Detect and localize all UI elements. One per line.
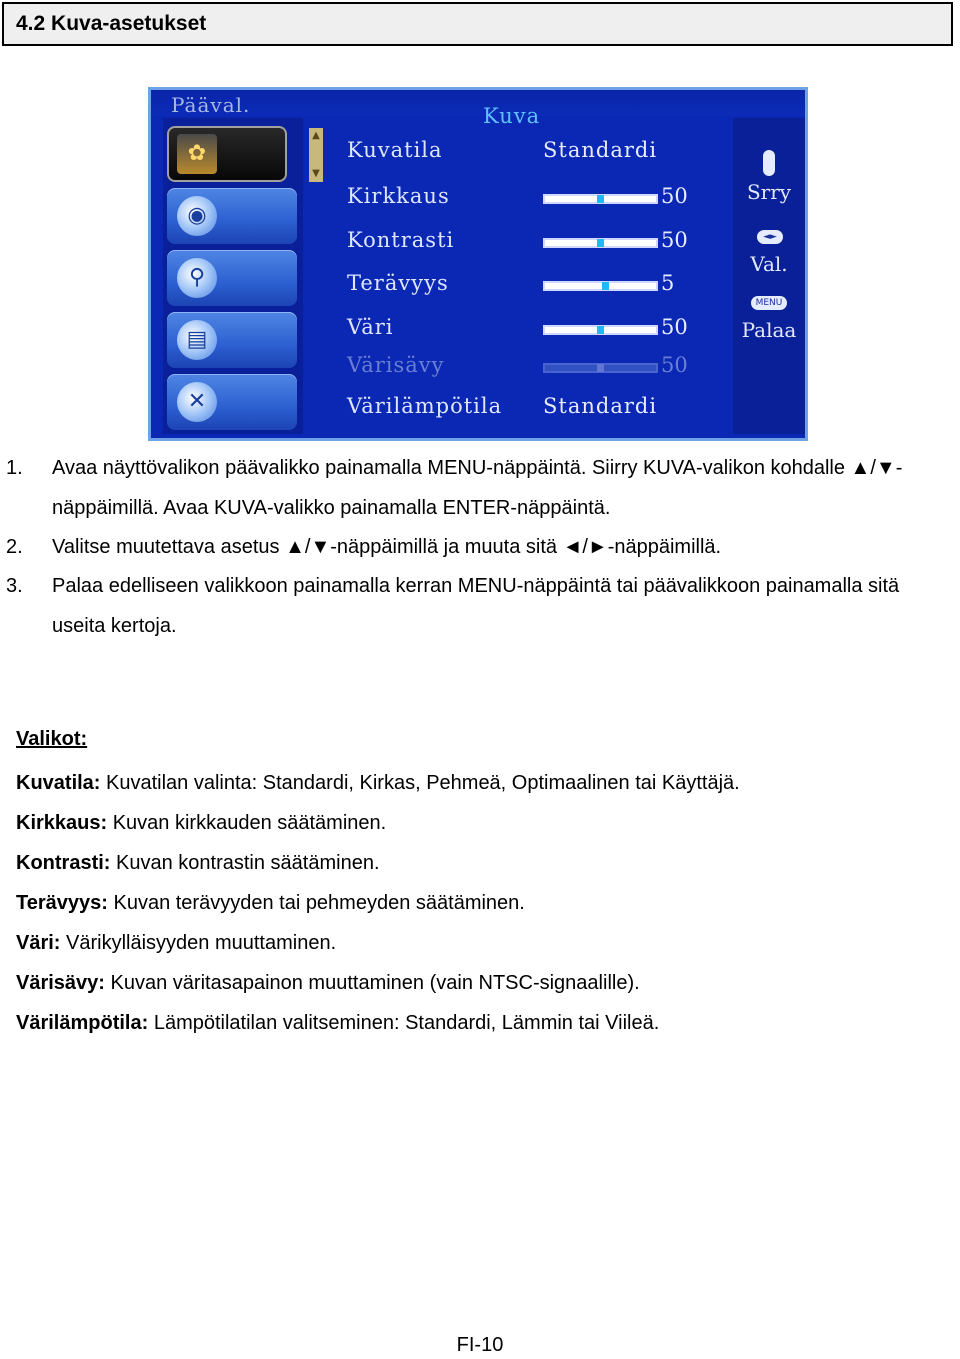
- step-number: 1.: [6, 457, 23, 479]
- osd-row-label: Kirkkaus: [347, 184, 450, 208]
- audio-icon: ◉: [177, 196, 217, 236]
- osd-scrollbar: [309, 128, 323, 182]
- menu-term: Värisävy:: [16, 972, 105, 994]
- menu-description-line: [16, 892, 525, 915]
- menu-description-line: [16, 852, 380, 875]
- osd-row-value: Standardi: [543, 394, 658, 418]
- osd-slider-knob: [602, 282, 609, 290]
- osd-slider-value: 50: [661, 184, 688, 208]
- menu-desc: Kuvan väritasapainon muuttaminen (vain NTSC-signaalille).: [104, 972, 640, 994]
- osd-picture-menu-screenshot: [148, 87, 808, 441]
- menu-term: Kirkkaus:: [16, 812, 108, 834]
- osd-slider-value: 5: [661, 271, 675, 295]
- osd-row-teravyys: [347, 271, 675, 311]
- osd-category-setup: [167, 312, 297, 368]
- osd-row-kontrasti: [347, 228, 688, 268]
- help-back-label: Palaa: [741, 318, 797, 342]
- menu-description-line: [16, 972, 640, 995]
- menu-desc: Lämpötilatilan valitseminen: Standardi, Lämmin tai Viileä.: [148, 1012, 660, 1034]
- satellite-dish-icon: ⚲: [177, 258, 217, 298]
- menu-term: Värilämpötila:: [16, 1012, 149, 1034]
- osd-row-kirkkaus: [347, 184, 688, 224]
- menu-term: Kuvatila:: [16, 772, 101, 794]
- osd-row-varisavy: [347, 353, 688, 393]
- osd-row-kuvatila: [347, 138, 667, 178]
- tools-icon: ✕: [177, 382, 217, 422]
- osd-category-picture: [167, 126, 287, 182]
- osd-row-label: Kuvatila: [347, 138, 443, 162]
- osd-row-label: Kontrasti: [347, 228, 455, 252]
- osd-slider-value: 50: [661, 228, 688, 252]
- help-select-label: Val.: [750, 252, 788, 276]
- osd-row-vari: [347, 315, 688, 355]
- menu-desc: Kuvan kirkkauden säätäminen.: [107, 812, 387, 834]
- osd-slider: [543, 238, 658, 248]
- osd-main-title: Pääval.: [171, 93, 251, 117]
- menu-term: Terävyys:: [16, 892, 108, 914]
- osd-slider-knob: [597, 239, 604, 247]
- menu-desc: Kuvatilan valinta: Standardi, Kirkas, Pehmeä, Optimaalinen tai Käyttäjä.: [100, 772, 740, 794]
- menu-key-icon: MENU: [751, 296, 787, 310]
- osd-slider-value: 50: [661, 315, 688, 339]
- osd-slider: [543, 194, 658, 204]
- osd-category-channel: [167, 250, 297, 306]
- osd-slider: [543, 325, 658, 335]
- osd-row-label: Värilämpötila: [347, 394, 503, 418]
- step-number: 2.: [6, 536, 23, 558]
- step-text: Palaa edelliseen valikkoon painamalla kerran MENU-näppäintä tai päävalikkoon painamalla sitä useita kertoja.: [52, 575, 900, 637]
- osd-slider-knob: [597, 195, 604, 203]
- osd-category-column: [163, 118, 303, 434]
- osd-row-varilampotila: [347, 394, 667, 434]
- menu-desc: Kuvan kontrastin säätäminen.: [110, 852, 380, 874]
- osd-sub-title: Kuva: [483, 104, 541, 128]
- osd-slider: [543, 363, 658, 373]
- menus-heading: Valikot:: [16, 728, 88, 750]
- menu-term: Kontrasti:: [16, 852, 111, 874]
- menu-description-line: [16, 1012, 659, 1035]
- menu-description-line: [16, 772, 740, 795]
- scroll-down-icon: ▼: [312, 168, 320, 179]
- picture-icon: ✿: [177, 134, 217, 174]
- menu-desc: Kuvan terävyyden tai pehmeyden säätäminen.: [107, 892, 525, 914]
- printer-icon: ▤: [177, 320, 217, 360]
- osd-slider: [543, 281, 658, 291]
- left-right-key-icon: ◄►: [757, 230, 783, 244]
- step-text: Avaa näyttövalikon päävalikko painamalla MENU-näppäintä. Siirry KUVA-valikon kohdalle ▲/▼-näppäimillä. Avaa KUVA-valikko painamalla ENTER-näppäintä.: [52, 457, 903, 519]
- osd-slider-value: 50: [661, 353, 688, 377]
- section-title: 4.2 Kuva-asetukset: [2, 2, 953, 46]
- up-down-key-icon: [763, 150, 775, 176]
- osd-row-value: Standardi: [543, 138, 658, 162]
- osd-help-column: [733, 118, 805, 434]
- menu-term: Väri:: [16, 932, 61, 954]
- scroll-up-icon: ▲: [312, 130, 320, 141]
- menu-desc: Värikylläisyyden muuttaminen.: [60, 932, 337, 954]
- page-number: FI-10: [456, 1334, 504, 1356]
- help-move-label: Srry: [746, 180, 792, 204]
- osd-category-audio: [167, 188, 297, 244]
- menu-description-line: [16, 932, 336, 955]
- osd-row-label: Terävyys: [347, 271, 449, 295]
- menu-description-line: [16, 812, 386, 835]
- osd-row-label: Väri: [347, 315, 394, 339]
- osd-slider-knob: [597, 326, 604, 334]
- osd-category-tools: [167, 374, 297, 430]
- step-text: Valitse muutettava asetus ▲/▼-näppäimillä ja muuta sitä ◄/►-näppäimillä.: [52, 536, 722, 558]
- osd-slider-knob: [597, 364, 604, 372]
- step-number: 3.: [6, 575, 23, 597]
- osd-row-label: Värisävy: [347, 353, 445, 377]
